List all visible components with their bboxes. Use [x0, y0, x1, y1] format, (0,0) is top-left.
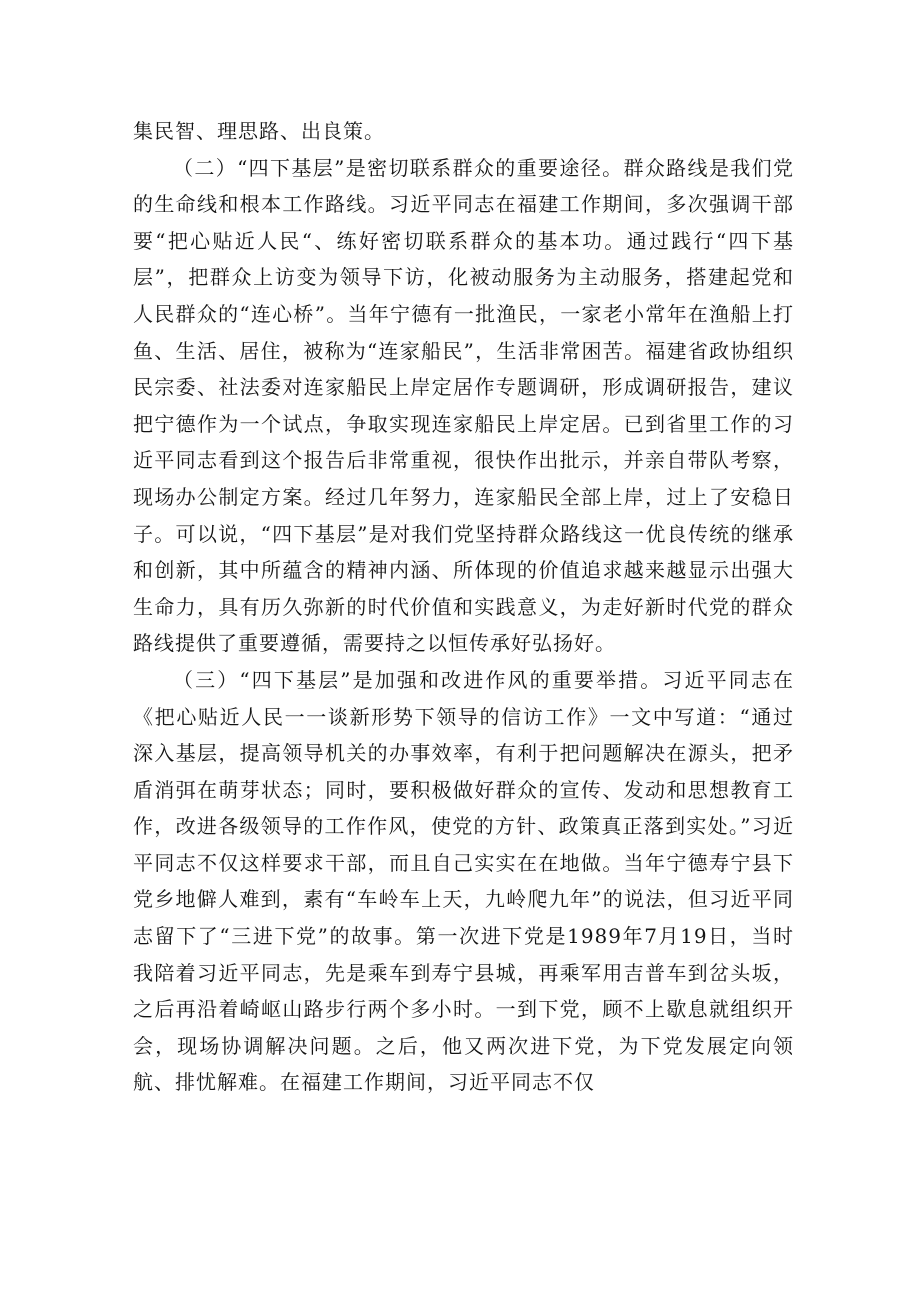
paragraph-section-three: （三）“四下基层”是加强和改进作风的重要举措。习近平同志在《把心贴近人民一一谈新形势下领导的信访工作》一文中写道：“通过深入基层，提高领导机关的办事效率，有利于把问题解决在源头，把矛盾消弭在萌芽状态；同时，要积极做好群众的宣传、发动和思想教育工作，改进各级领导的工作作风，使党的方针、政策真正落到实处。”习近平同志不仅这样要求干部，而且自己实实在在地做。当年宁德寿宁县下党乡地僻人难到，素有“车岭车上天，九岭爬九年”的说法，但习近平同志留下了“三进下党”的故事。第一次进下党是1989年7月19日，当时我陪着习近平同志，先是乘车到寿宁县城，再乘军用吉普车到岔头坂，之后再沿着崎岖山路步行两个多小时。一到下党，顾不上歇息就组织开会，现场协调解决问题。之后，他又两次进下党，为下党发展定向领航、排忧解难。在福建工作期间，习近平同志不仅 — [133, 667, 794, 1095]
paragraph-continuation: 集民智、理思路、出良策。 — [133, 119, 385, 143]
paragraph-section-two: （二）“四下基层”是密切联系群众的重要途径。群众路线是我们党的生命线和根本工作路线。习近平同志在福建工作期间，多次强调干部要“把心贴近人民“、练好密切联系群众的基本功。通过践行“四下基层”，把群众上访变为领导下访，化被动服务为主动服务，搭建起党和人民群众的“连心桥”。当年宁德有一批渔民，一家老小常年在渔船上打鱼、生活、居住，被称为“连家船民”，生活非常困苦。福建省政协组织民宗委、社法委对连家船民上岸定居作专题调研，形成调研报告，建议把宁德作为一个试点，争取实现连家船民上岸定居。已到省里工作的习近平同志看到这个报告后非常重视，很快作出批示，并亲自带队考察，现场办公制定方案。经过几年努力，连家船民全部上岸，过上了安稳日子。可以说，“四下基层”是对我们党坚持群众路线这一优良传统的继承和创新，其中所蕴含的精神内涵、所体现的价值追求越来越显示出强大生命力，具有历久弥新的时代价值和实践意义，为走好新时代党的群众路线提供了重要遵循，需要持之以恒传承好弘扬好。 — [133, 155, 794, 656]
document-body — [133, 113, 794, 1101]
